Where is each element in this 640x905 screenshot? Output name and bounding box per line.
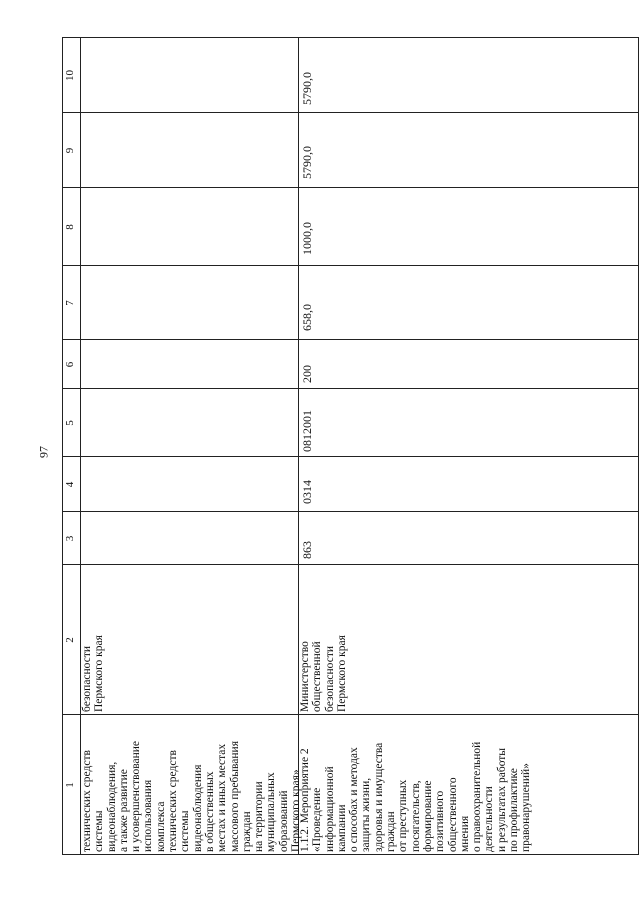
header-col-8: 8: [64, 224, 76, 230]
row1-responsible: безопасности Пермского края: [81, 635, 106, 712]
rotated-page: [62, 37, 639, 855]
page-number: 97: [36, 446, 51, 458]
header-col-5: 5: [64, 420, 76, 426]
header-col-7: 7: [64, 300, 76, 306]
row2-target-article: 0812001: [300, 410, 314, 452]
row2-amount-col8: 1000,0: [300, 222, 314, 255]
header-col-6: 6: [64, 361, 76, 368]
budget-table: [62, 37, 639, 855]
row2-description: 1.1.2. Мероприятие 2 «Проведение информационной кампании о способах и методах защиты жизни, здоровья и имущества граждан от преступных посягательств, формирование позитивного общественного мнения о правоохранительной деятельности и результатах работы по профилактике правонарушений»: [299, 741, 533, 852]
header-col-9: 9: [64, 147, 76, 154]
row2-amount-col7: 658,0: [300, 304, 314, 331]
header-col-3: 3: [64, 535, 76, 542]
row2-responsible: Министерство общественной безопасности Пермского края: [299, 635, 348, 712]
header-col-10: 10: [64, 70, 76, 81]
header-col-2: 2: [64, 637, 76, 643]
row2-amount-col9: 5790,0: [300, 146, 314, 179]
row2-section-code: 0314: [300, 480, 314, 504]
row2-grbs-code: 863: [300, 541, 314, 559]
header-col-4: 4: [64, 481, 76, 488]
row2-expense-type: 200: [300, 365, 314, 383]
header-col-1: 1: [64, 782, 76, 788]
row2-amount-col10: 5790,0: [300, 72, 314, 105]
row1-description: технических средств системы видеонаблюдения, а также развитие и усовершенствование использования комплекса технических средств системы видеонаблюдения в общественных местах и иных местах массового пребывания граждан на территории муниципальных образований Пермского края»: [81, 741, 303, 852]
